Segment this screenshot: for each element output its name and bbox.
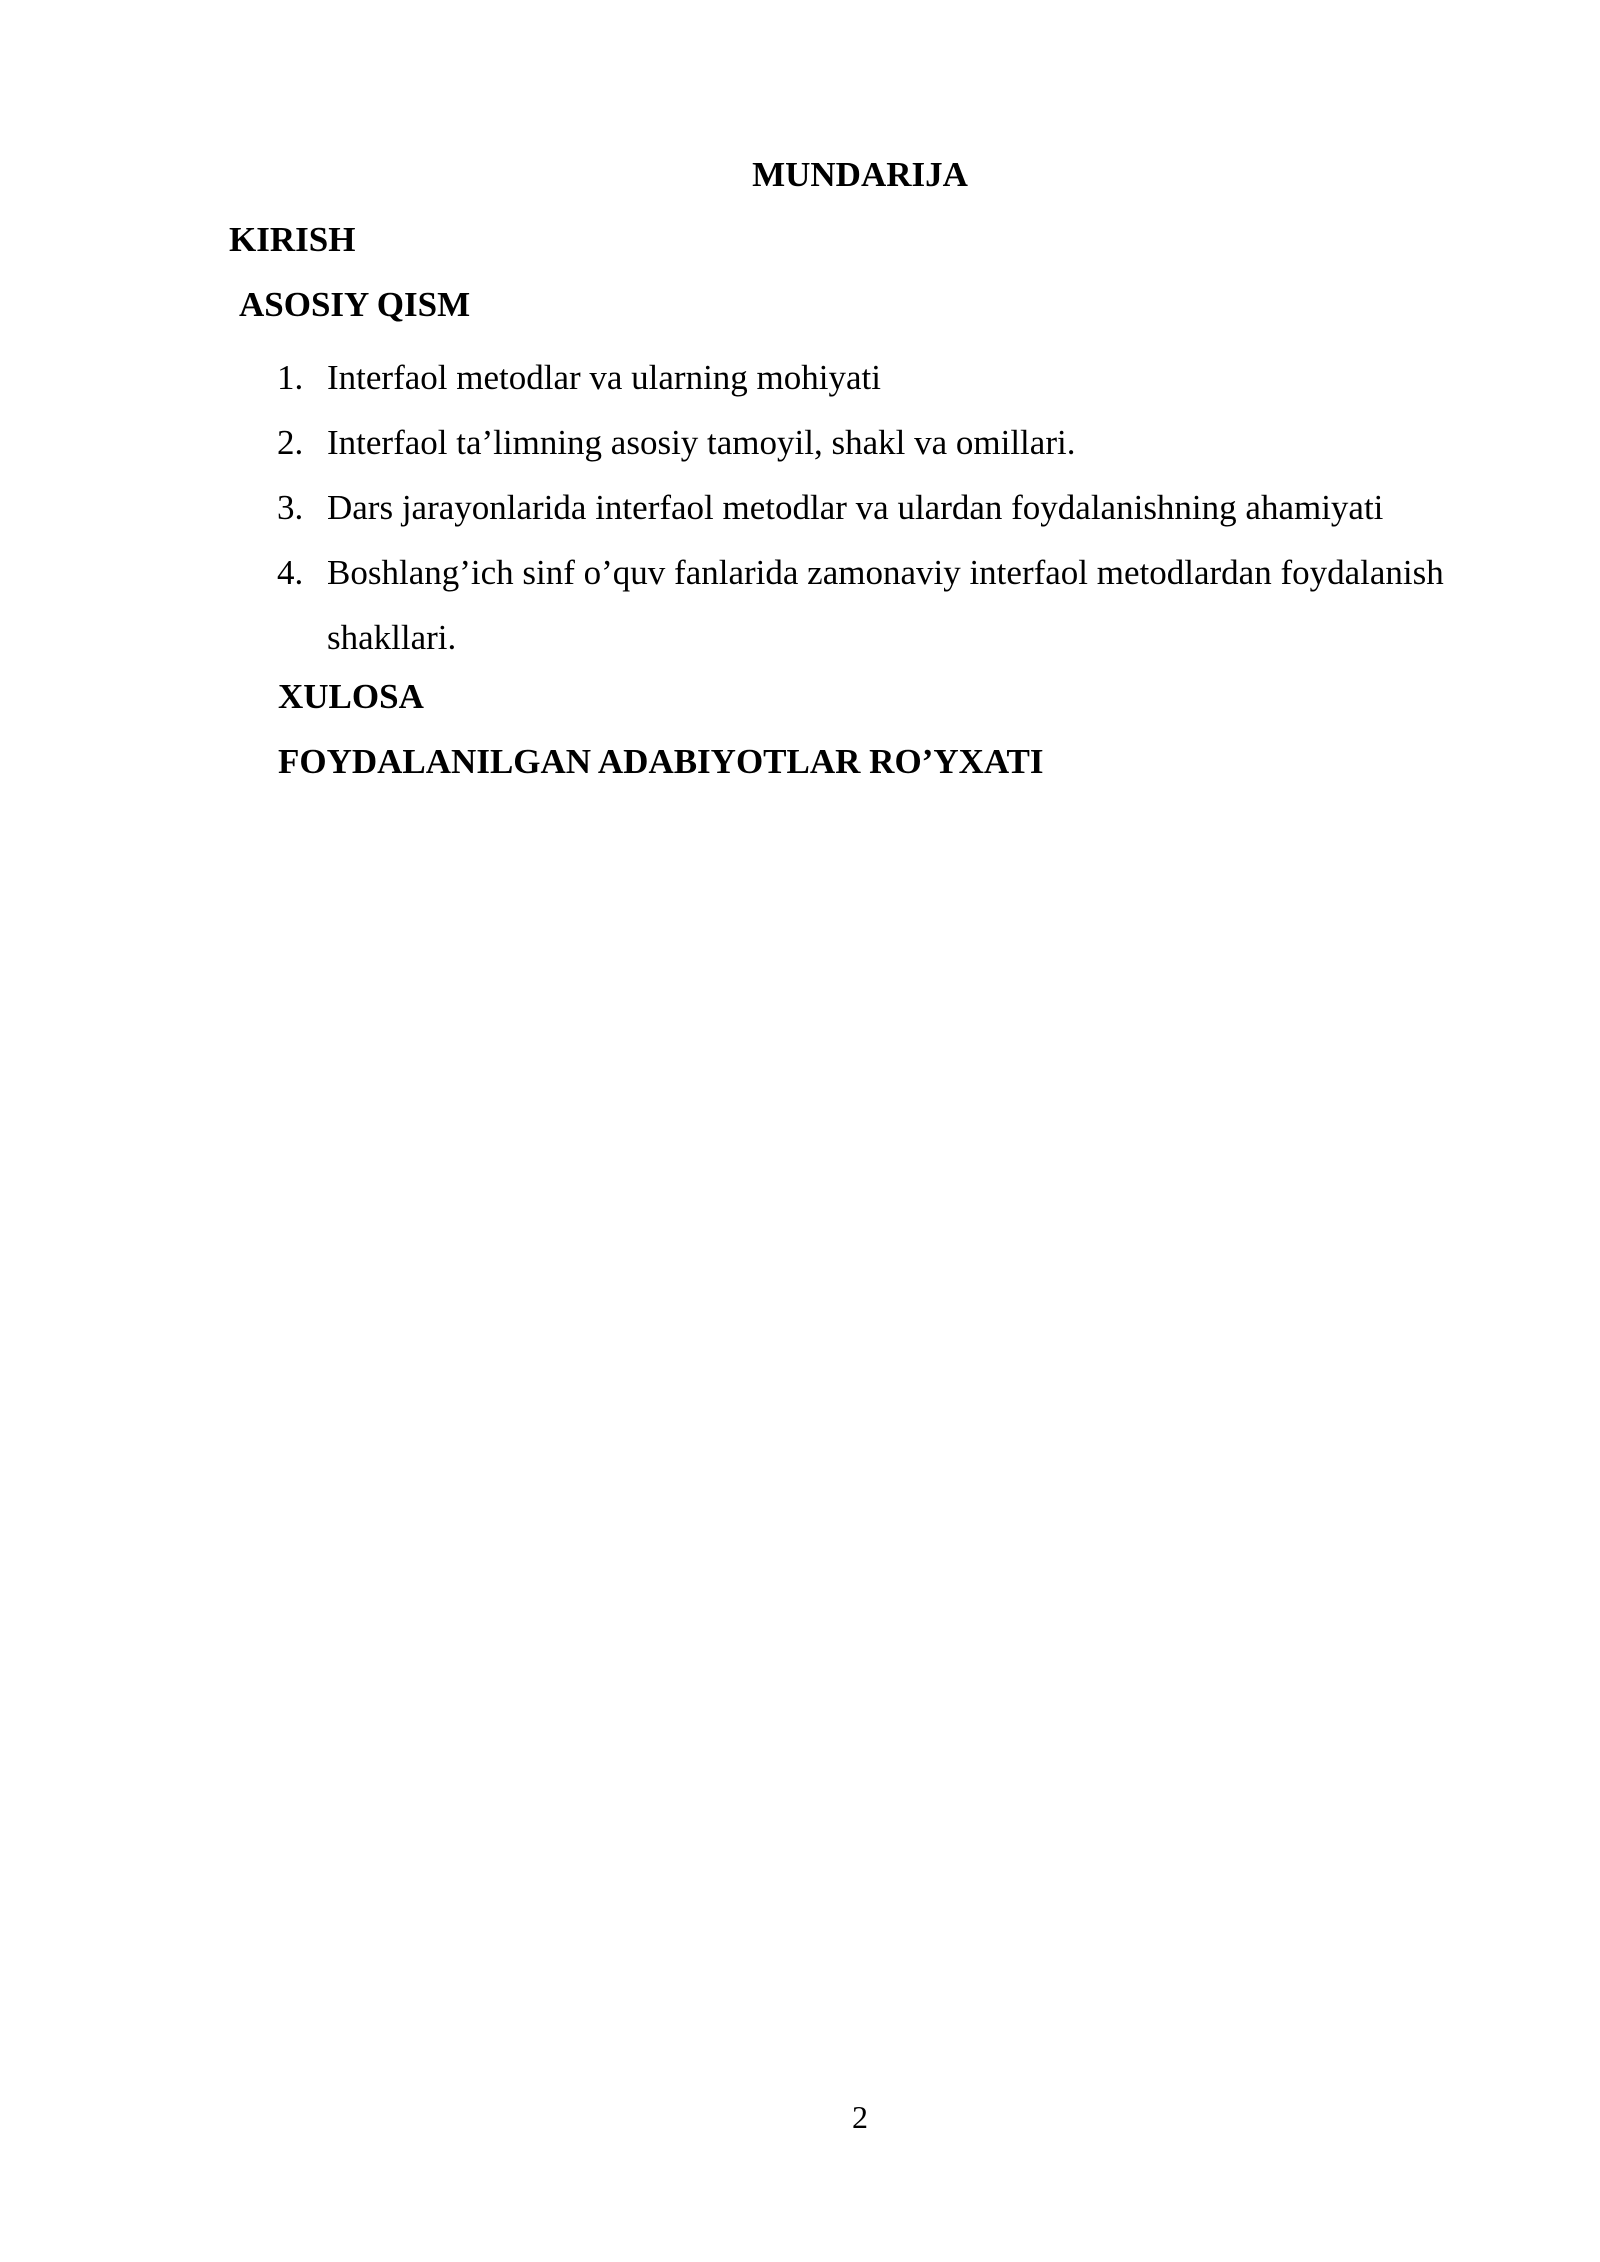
- toc-item: [0, 540, 1600, 670]
- toc-item-number: 4.: [277, 553, 304, 592]
- page-title: MUNDARIJA: [752, 155, 968, 194]
- toc-heading-references: FOYDALANILGAN ADABIYOTLAR RO’YXATI: [278, 742, 1044, 781]
- toc-list: [0, 345, 1600, 670]
- toc-heading-conclusion: XULOSA: [278, 677, 424, 716]
- toc-item-text: Boshlang’ich sinf o’quv fanlarida zamonaviy interfaol metodlardan foydalanish shakllari.: [327, 553, 1444, 657]
- page-number: 2: [852, 2099, 868, 2135]
- toc-item-number: 3.: [277, 488, 304, 527]
- toc-heading-main: ASOSIY QISM: [239, 285, 471, 324]
- toc-item-text: Dars jarayonlarida interfaol metodlar va ulardan foydalanishning ahamiyati: [327, 488, 1384, 527]
- toc-item-text: Interfaol ta’limning asosiy tamoyil, shakl va omillari.: [327, 423, 1076, 462]
- toc-item-number: 2.: [277, 423, 304, 462]
- toc-item: [0, 410, 1600, 475]
- toc-item: [0, 345, 1600, 410]
- toc-heading-intro: KIRISH: [229, 220, 356, 259]
- toc-item-text: Interfaol metodlar va ularning mohiyati: [327, 358, 881, 397]
- toc-item: [0, 475, 1600, 540]
- toc-item-number: 1.: [277, 358, 304, 397]
